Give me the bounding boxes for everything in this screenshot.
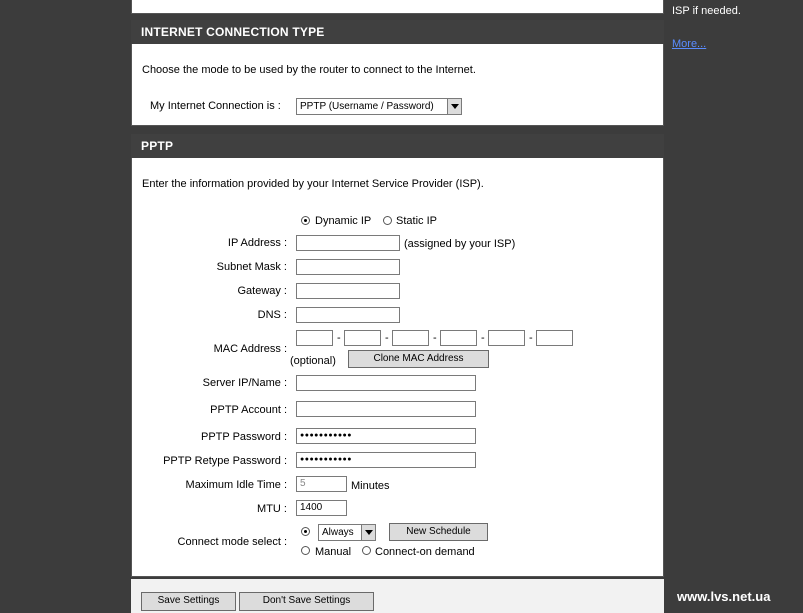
mac-octet-3[interactable] (392, 330, 429, 346)
connection-type-value: PPTP (Username / Password) (300, 101, 434, 112)
idle-time-unit: Minutes (351, 480, 390, 492)
pptp-retype-label: PPTP Retype Password : (163, 455, 287, 467)
pptp-header: PPTP (131, 134, 664, 158)
mac-octet-1[interactable] (296, 330, 333, 346)
dynamic-ip-label: Dynamic IP (315, 215, 372, 227)
mtu-input[interactable]: 1400 (296, 500, 347, 516)
schedule-value: Always (322, 527, 354, 538)
gateway-label: Gateway : (237, 285, 287, 297)
mac-octet-6[interactable] (536, 330, 573, 346)
manual-radio[interactable] (301, 546, 310, 555)
connect-on-demand-label: Connect-on demand (375, 546, 475, 558)
mac-address-label: MAC Address : (213, 343, 287, 355)
clone-mac-button[interactable]: Clone MAC Address (348, 350, 489, 368)
mtu-label: MTU : (257, 503, 287, 515)
mac-separator: - (385, 332, 389, 344)
ip-address-label: IP Address : (227, 237, 287, 249)
connection-type-header: INTERNET CONNECTION TYPE (131, 20, 664, 44)
pptp-account-label: PPTP Account : (210, 404, 287, 416)
mac-octet-4[interactable] (440, 330, 477, 346)
pptp-password-input[interactable]: ●●●●●●●●●●● (296, 428, 476, 444)
always-radio[interactable] (301, 527, 310, 536)
connection-type-description: Choose the mode to be used by the router to connect to the Internet. (142, 64, 476, 76)
chevron-down-icon[interactable] (447, 99, 461, 114)
mac-octet-2[interactable] (344, 330, 381, 346)
server-input[interactable] (296, 375, 476, 391)
connect-mode-label: Connect mode select : (177, 536, 287, 548)
pptp-account-input[interactable] (296, 401, 476, 417)
pptp-description: Enter the information provided by your Internet Service Provider (ISP). (142, 178, 484, 190)
dont-save-settings-button[interactable]: Don't Save Settings (239, 592, 374, 611)
connection-type-select[interactable] (296, 98, 462, 115)
new-schedule-button[interactable]: New Schedule (389, 523, 488, 541)
chevron-down-icon[interactable] (361, 525, 375, 540)
static-ip-radio[interactable] (383, 216, 392, 225)
idle-time-label: Maximum Idle Time : (185, 479, 287, 491)
mac-optional-label: (optional) (290, 355, 336, 367)
subnet-mask-input[interactable] (296, 259, 400, 275)
save-settings-button[interactable]: Save Settings (141, 592, 236, 611)
mac-separator: - (433, 332, 437, 344)
idle-time-input[interactable]: 5 (296, 476, 347, 492)
subnet-mask-label: Subnet Mask : (216, 261, 287, 273)
ip-address-input[interactable] (296, 235, 400, 251)
server-label: Server IP/Name : (202, 377, 287, 389)
static-ip-label: Static IP (396, 215, 437, 227)
mac-separator: - (481, 332, 485, 344)
dynamic-ip-radio[interactable] (301, 216, 310, 225)
gateway-input[interactable] (296, 283, 400, 299)
pptp-password-label: PPTP Password : (201, 431, 287, 443)
dns-input[interactable] (296, 307, 400, 323)
watermark: www.lvs.net.ua (677, 589, 771, 604)
connection-type-label: My Internet Connection is : (150, 100, 281, 112)
pptp-retype-input[interactable]: ●●●●●●●●●●● (296, 452, 476, 468)
dns-label: DNS : (257, 309, 287, 321)
mac-separator: - (337, 332, 341, 344)
help-text: ISP if needed. (672, 5, 741, 17)
manual-label: Manual (315, 546, 352, 558)
mac-octet-5[interactable] (488, 330, 525, 346)
previous-panel-bottom (131, 0, 664, 14)
schedule-select[interactable] (318, 524, 376, 541)
ip-address-hint: (assigned by your ISP) (404, 238, 516, 250)
more-link[interactable]: More... (672, 38, 707, 50)
mac-separator: - (529, 332, 533, 344)
connect-on-demand-radio[interactable] (362, 546, 371, 555)
